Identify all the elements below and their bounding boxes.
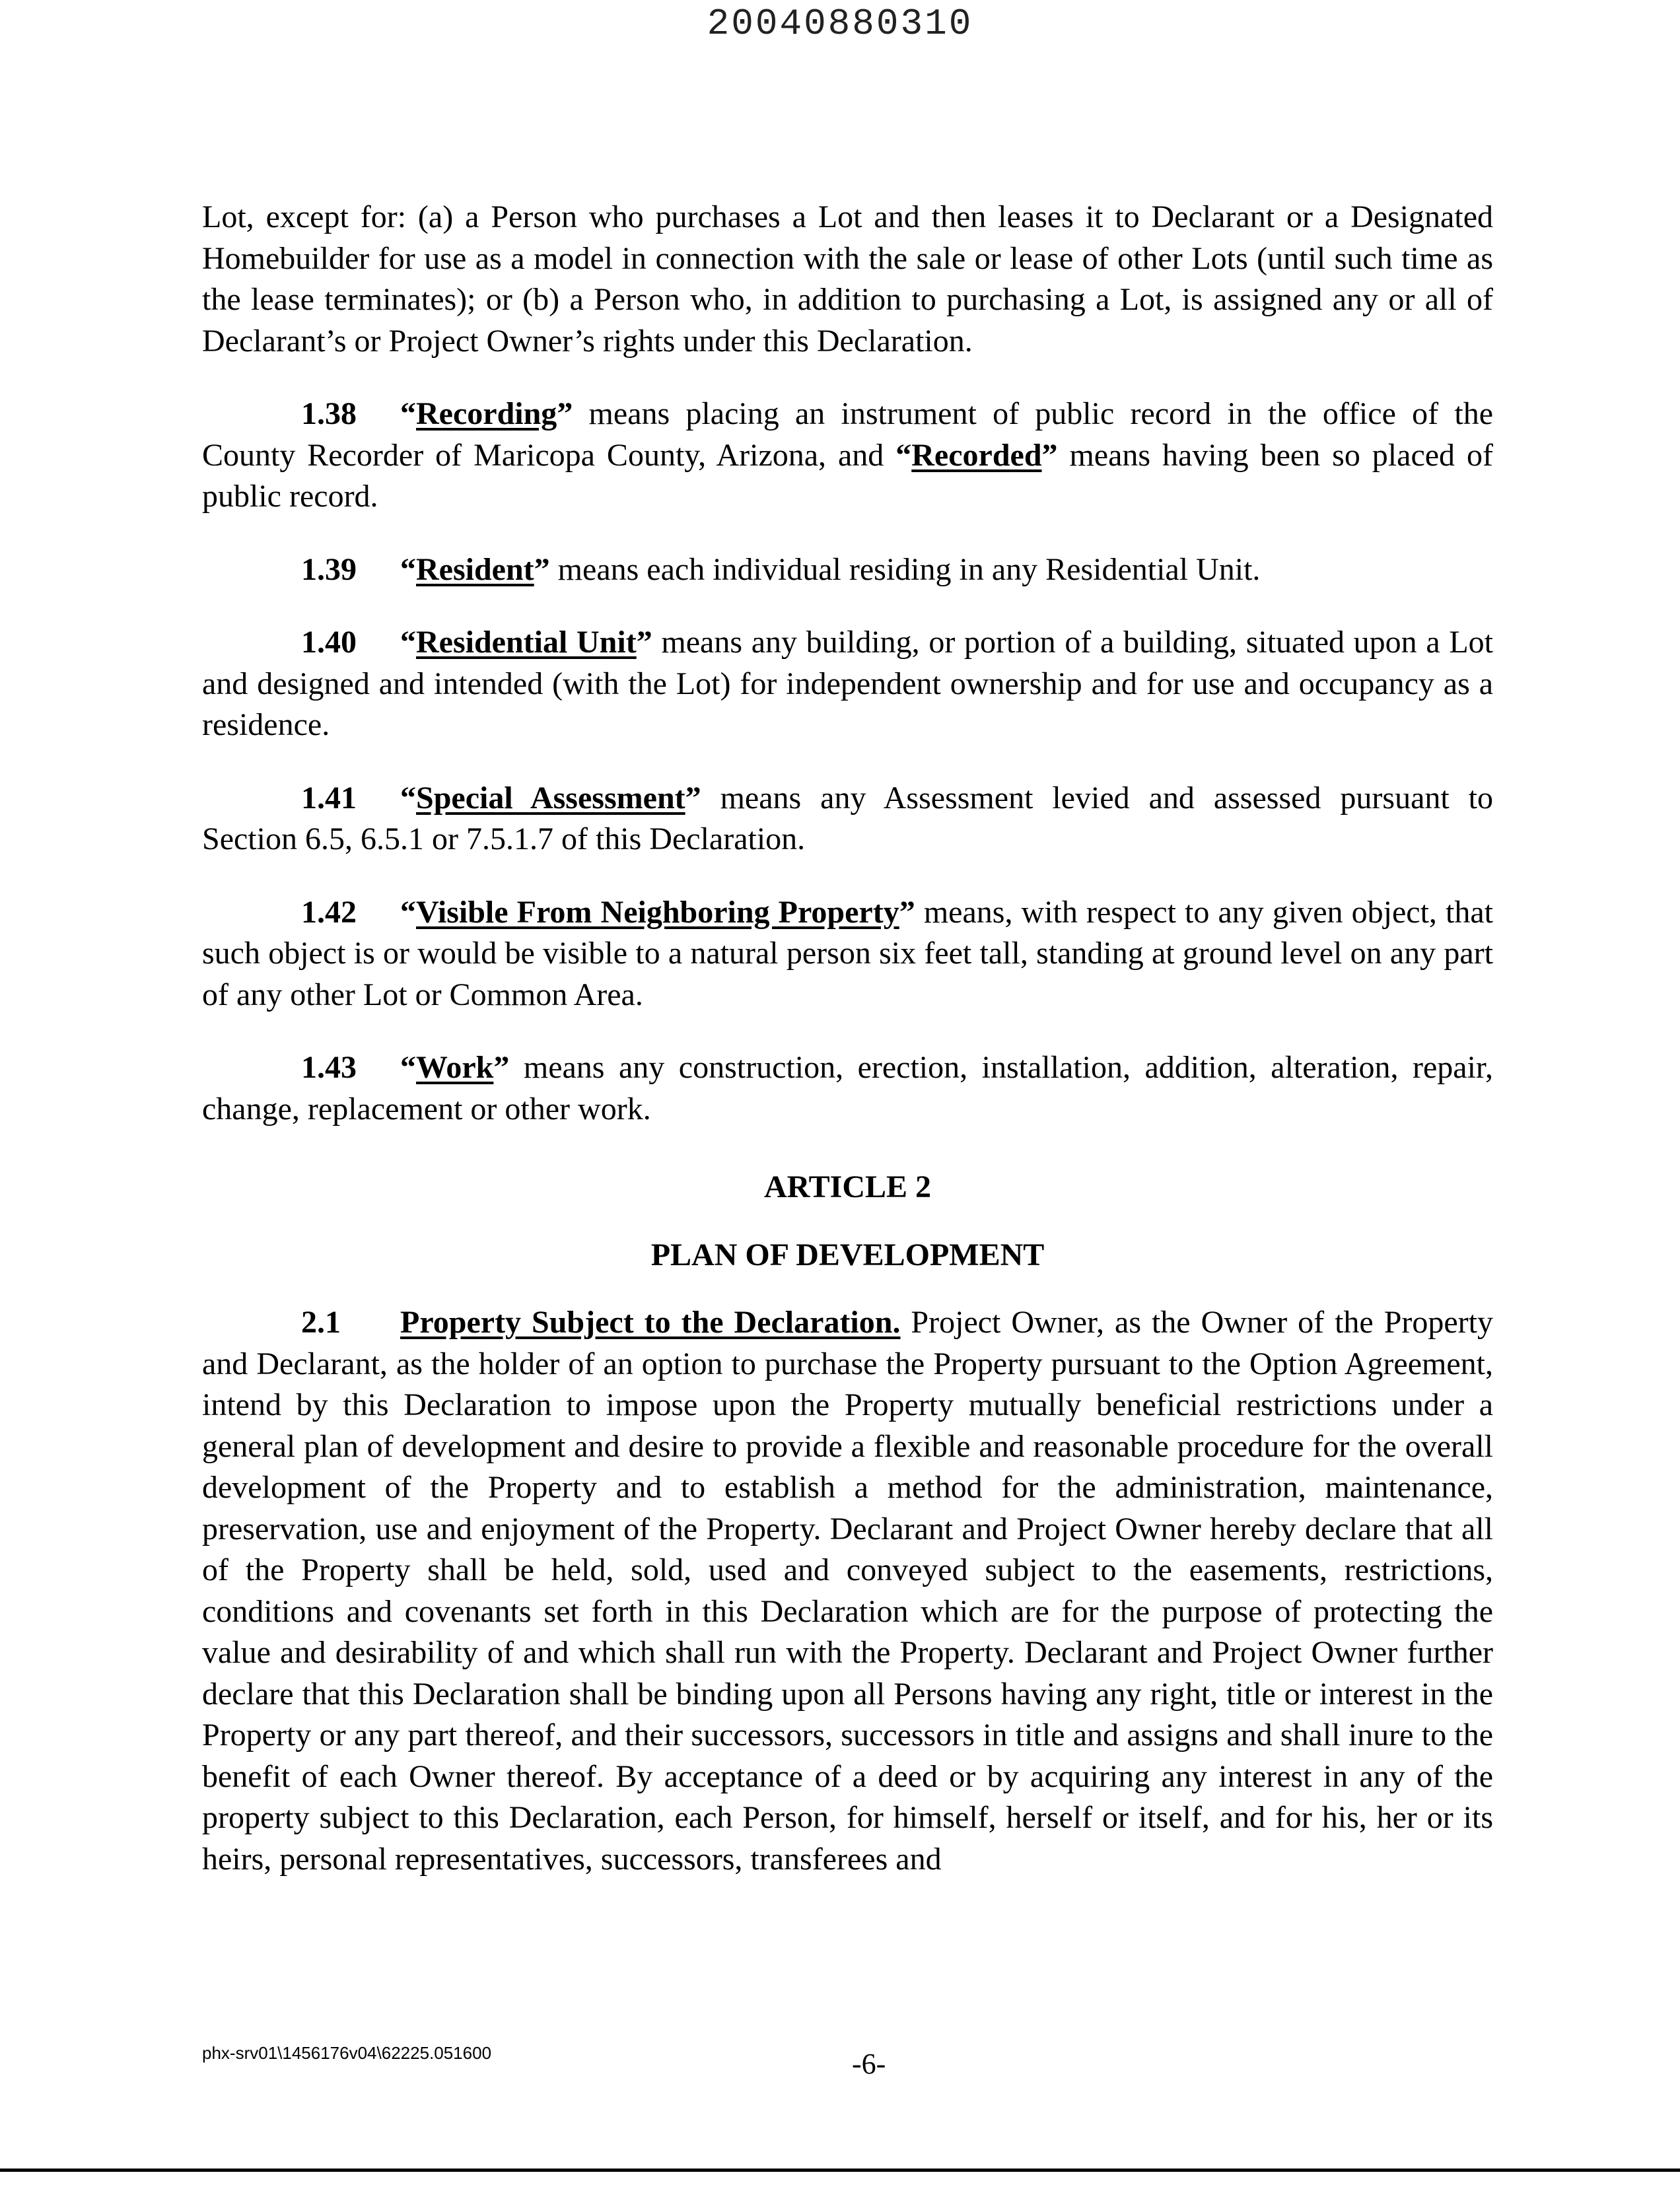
defined-term: “Resident” xyxy=(400,551,550,587)
section-number: 1.41 xyxy=(301,780,357,816)
definition-1-39 xyxy=(202,549,1493,591)
section-number: 1.40 xyxy=(301,625,357,660)
definition-text: means, with respect to any given object, that such object is or would be visible to a natural person six feet tall, standing at ground level on any part of any other Lot or Common Area. xyxy=(202,894,1493,1012)
recording-number: 20040880310 xyxy=(707,3,973,45)
definition-1-41 xyxy=(202,778,1493,860)
section-number: 1.39 xyxy=(301,551,357,587)
footer-file-path: phx-srv01\1456176v04\62225.051600 xyxy=(202,2043,492,2063)
definition-text: means each individual residing in any Residential Unit. xyxy=(549,551,1261,587)
section-number: 2.1 xyxy=(301,1305,341,1340)
definition-1-38 xyxy=(202,394,1493,518)
definition-text: means any Assessment levied and assessed pursuant to Section 6.5, 6.5.1 or 7.5.1.7 of this Declaration. xyxy=(202,780,1493,856)
section-2-1 xyxy=(202,1302,1493,1880)
definition-1-40 xyxy=(202,622,1493,746)
definition-text: means any construction, erection, installation, addition, alteration, repair, change, replacement or other work. xyxy=(202,1050,1493,1127)
section-number: 1.42 xyxy=(301,894,357,930)
continuation-paragraph: Lot, except for: (a) a Person who purchases a Lot and then leases it to Declarant or a Designated Homebuilder for use as a model in connection with the sale or lease of other Lots (until such time as the lease terminates); or (b) a Person who, in addition to purchasing a Lot, is assigned any or all of Declarant’s or Project Owner’s rights under this Declaration. xyxy=(202,199,1493,359)
article-title: PLAN OF DEVELOPMENT xyxy=(650,1237,1045,1272)
defined-term: “Recorded” xyxy=(895,437,1058,473)
section-number: 1.43 xyxy=(301,1050,357,1085)
article-label: ARTICLE 2 xyxy=(763,1169,932,1204)
defined-term: “Recording” xyxy=(400,396,573,431)
page-number: -6- xyxy=(852,2048,886,2080)
defined-term: “Special Assessment” xyxy=(400,780,701,816)
defined-term: “Work” xyxy=(400,1050,510,1085)
section-heading: Property Subject to the Declaration. xyxy=(400,1305,901,1340)
definition-text: means any building, or portion of a building, situated upon a Lot and designed and intended (with the Lot) for independent ownership and for use and occupancy as a residence. xyxy=(202,625,1493,742)
definition-1-42 xyxy=(202,892,1493,1016)
definition-text: means having been so placed of public record. xyxy=(202,437,1493,514)
defined-term: “Residential Unit” xyxy=(400,625,652,660)
definition-1-43 xyxy=(202,1047,1493,1130)
defined-term: “Visible From Neighboring Property” xyxy=(400,894,915,930)
document-body xyxy=(202,197,1493,1880)
section-number: 1.38 xyxy=(301,396,357,431)
definition-text: means placing an instrument of public record in the office of the County Recorder of Maricopa County, Arizona, and xyxy=(202,396,1493,473)
section-text: Project Owner, as the Owner of the Property and Declarant, as the holder of an option to purchase the Property pursuant to the Option Agreement, intend by this Declaration to impose upon the Property mutually beneficial restrictions under a general plan of development and desire to provide a flexible and reasonable procedure for the overall development of the Property and to establish a method for the administration, maintenance, preservation, use and enjoyment of the Property. Declarant and Project Owner hereby declare that all of the Property shall be held, sold, used and conveyed subject to the easements, restrictions, conditions and covenants set forth in this Declaration which are for the purpose of protecting the value and desirability of and which shall run with the Property. Declarant and Project Owner further declare that this Declaration shall be binding upon all Persons having any right, title or interest in the Property or any part thereof, and their successors, successors in title and assigns and shall inure to the benefit of each Owner thereof. By acceptance of a deed or by acquiring any interest in any of the property subject to this Declaration, each Person, for himself, herself or itself, and for his, her or its heirs, personal representatives, successors, transferees and xyxy=(202,1305,1494,1877)
bottom-rule xyxy=(0,2169,1680,2172)
